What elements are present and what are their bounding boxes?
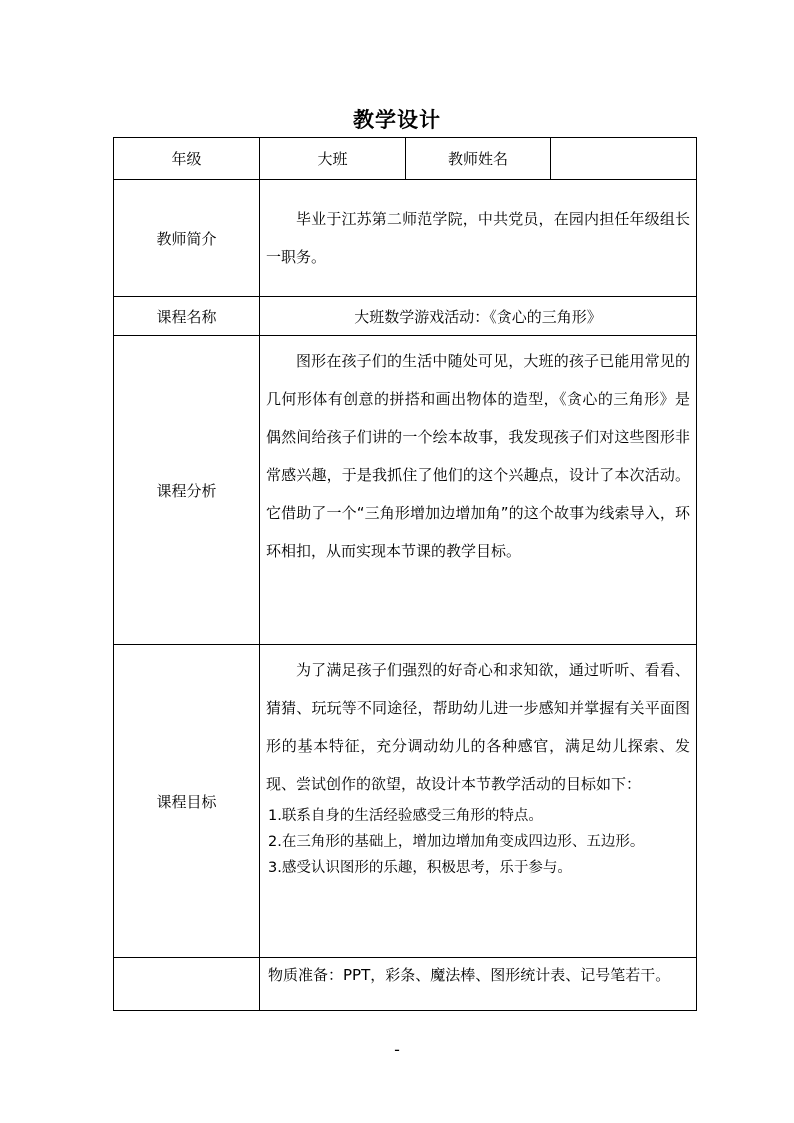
intro-cell [260,180,697,297]
lesson-plan-table [113,137,697,1011]
goals-label: 课程目标 [114,645,260,958]
analysis-row [114,336,697,645]
materials-text: 物质准备：PPT，彩条、魔法棒、图形统计表、记号笔若干。 [268,966,671,984]
intro-label: 教师简介 [114,180,260,297]
materials-row [114,958,697,1011]
grade-label: 年级 [114,138,260,180]
analysis-text: 图形在孩子们的生活中随处可见，大班的孩子已能用常见的几何形体有创意的拼搭和画出物体的造型，《贪心的三角形》是偶然间给孩子们讲的一个绘本故事，我发现孩子们对这些图形非常感兴趣，于是我抓住了他们的这个兴趣点，设计了本次活动。它借助了一个“三角形增加边增加角”的这个故事为线索导入，环环相扣，从而实现本节课的教学目标。 [266,352,690,560]
course-name-label: 课程名称 [114,297,260,336]
grade-value: 大班 [260,138,406,180]
goals-row [114,645,697,958]
grade-row [114,138,697,180]
analysis-cell [260,336,697,645]
teacher-name-label: 教师姓名 [406,138,551,180]
course-name-value: 大班数学游戏活动：《贪心的三角形》 [260,297,697,336]
goal-item: 2.在三角形的基础上，增加边增加角变成四边形、五边形。 [268,834,645,850]
materials-label [114,958,260,1011]
goals-intro-text: 为了满足孩子们强烈的好奇心和求知欲，通过听听、看看、猜猜、玩玩等不同途径，帮助幼儿进一步感知并掌握有关平面图形的基本特征，充分调动幼儿的各种感官，满足幼儿探索、发现、尝试创作的欲望，故设计本节教学活动的目标如下： [266,661,690,793]
intro-text: 毕业于江苏第二师范学院，中共党员，在园内担任年级组长一职务。 [266,210,690,266]
intro-row [114,180,697,297]
analysis-label: 课程分析 [114,336,260,645]
document-title: 教学设计 [353,108,441,132]
goal-item: 3.感受认识图形的乐趣，积极思考，乐于参与。 [268,860,572,876]
goals-cell [260,645,697,958]
course-name-row [114,297,697,336]
materials-cell [260,958,697,1011]
goal-item: 1.联系自身的生活经验感受三角形的特点。 [268,808,543,824]
teacher-name-value [551,138,697,180]
page-footer-mark: - [394,1040,400,1059]
